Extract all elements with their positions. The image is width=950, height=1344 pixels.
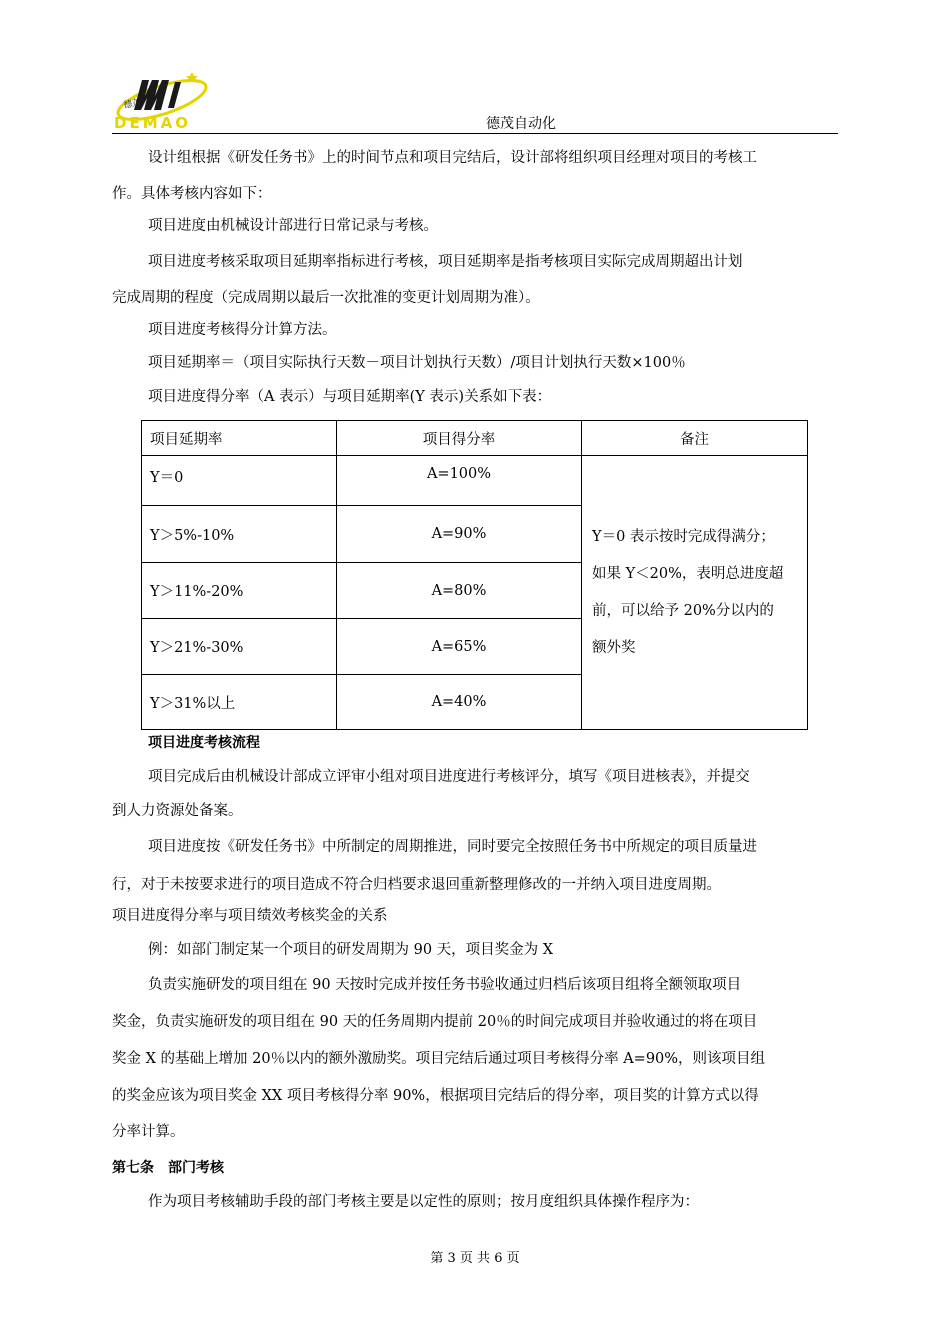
remark-line: 如果 Y＜20%，表明总进度超 — [592, 565, 784, 582]
paragraph: 项目进度考核得分计算方法。 — [148, 322, 337, 338]
paragraph: 行，对于未按要求进行的项目造成不符合归档要求退回重新整理修改的一并纳入项目进度周期。 — [112, 877, 721, 893]
formula-paragraph: 项目延期率＝（项目实际执行天数－项目计划执行天数）/项目计划执行天数×100％ — [148, 355, 686, 371]
score-rate-cell: A=40% — [337, 675, 582, 730]
paragraph: 完成周期的程度（完成周期以最后一次批准的变更计划周期为准）。 — [112, 290, 540, 306]
remark-line: Y＝0 表示按时完成得满分； — [592, 528, 775, 545]
delay-rate-cell: Y＞5%-10% — [142, 506, 337, 563]
paragraph: 项目进度得分率与项目绩效考核奖金的关系 — [112, 908, 388, 924]
header-cell: 项目延期率 — [142, 421, 337, 456]
remark-cell — [582, 456, 808, 730]
score-rate-cell: A=100% — [337, 456, 582, 506]
table-header-row — [142, 421, 808, 456]
paragraph: 奖金 X 的基础上增加 20％以内的额外激励奖。项目完结后通过项目考核得分率 A=90%，则该项目组 — [112, 1051, 766, 1067]
delay-score-table — [141, 420, 808, 730]
score-rate-cell: A=65% — [337, 619, 582, 675]
paragraph: 负责实施研发的项目组在 90 天按时完成并按任务书验收通过归档后该项目组将全额领取项目 — [148, 977, 742, 993]
paragraph: 项目完成后由机械设计部成立评审小组对项目进度进行考核评分，填写《项目进核表》，并提交 — [148, 769, 750, 785]
page-header — [112, 62, 838, 134]
paragraph: 到人力资源处备案。 — [112, 803, 243, 819]
table-row — [142, 456, 808, 506]
paragraph: 奖金，负责实施研发的项目组在 90 天的任务周期内提前 20％的时间完成项目并验收通过的将在项目 — [112, 1014, 758, 1030]
page-number: 第 3 页 共 6 页 — [430, 1251, 520, 1266]
demao-logo — [112, 62, 212, 132]
logo-chars: 德茂 — [122, 97, 143, 111]
delay-rate-cell: Y＞21%-30% — [142, 619, 337, 675]
article-heading: 第七条 部门考核 — [112, 1160, 224, 1176]
header-cell: 项目得分率 — [337, 421, 582, 456]
paragraph: 项目进度考核采取项目延期率指标进行考核，项目延期率是指考核项目实际完成周期超出计划 — [148, 254, 743, 270]
paragraph: 作。具体考核内容如下： — [112, 186, 272, 202]
paragraph: 设计组根据《研发任务书》上的时间节点和项目完结后，设计部将组织项目经理对项目的考核工 — [148, 150, 757, 166]
paragraph: 项目进度得分率（A 表示）与项目延期率(Y 表示)关系如下表： — [148, 389, 552, 405]
paragraph: 的奖金应该为项目奖金 XX 项目考核得分率 90%，根据项目完结后的得分率，项目奖的计算方式以得 — [112, 1088, 759, 1104]
company-name: 德茂自动化 — [486, 116, 556, 132]
header-cell: 备注 — [582, 421, 808, 456]
paragraph: 分率计算。 — [112, 1124, 185, 1140]
delay-rate-cell: Y＝0 — [142, 456, 337, 506]
remark-line: 前，可以给予 20%分以内的 — [592, 602, 774, 619]
delay-rate-cell: Y＞11%-20% — [142, 563, 337, 619]
header-rule — [112, 133, 838, 134]
score-rate-cell: A=90% — [337, 506, 582, 563]
section-heading: 项目进度考核流程 — [148, 735, 260, 751]
delay-rate-cell: Y＞31%以上 — [142, 675, 337, 730]
score-rate-cell: A=80% — [337, 563, 582, 619]
paragraph: 项目进度按《研发任务书》中所制定的周期推进，同时要完全按照任务书中所规定的项目质量进 — [148, 839, 757, 855]
remark-line: 额外奖 — [592, 639, 636, 656]
paragraph: 作为项目考核辅助手段的部门考核主要是以定性的原则；按月度组织具体操作程序为： — [148, 1194, 699, 1210]
logo-text: DEMAO — [114, 114, 191, 132]
paragraph: 例：如部门制定某一个项目的研发周期为 90 天，项目奖金为 X — [148, 942, 554, 958]
paragraph: 项目进度由机械设计部进行日常记录与考核。 — [148, 218, 438, 234]
